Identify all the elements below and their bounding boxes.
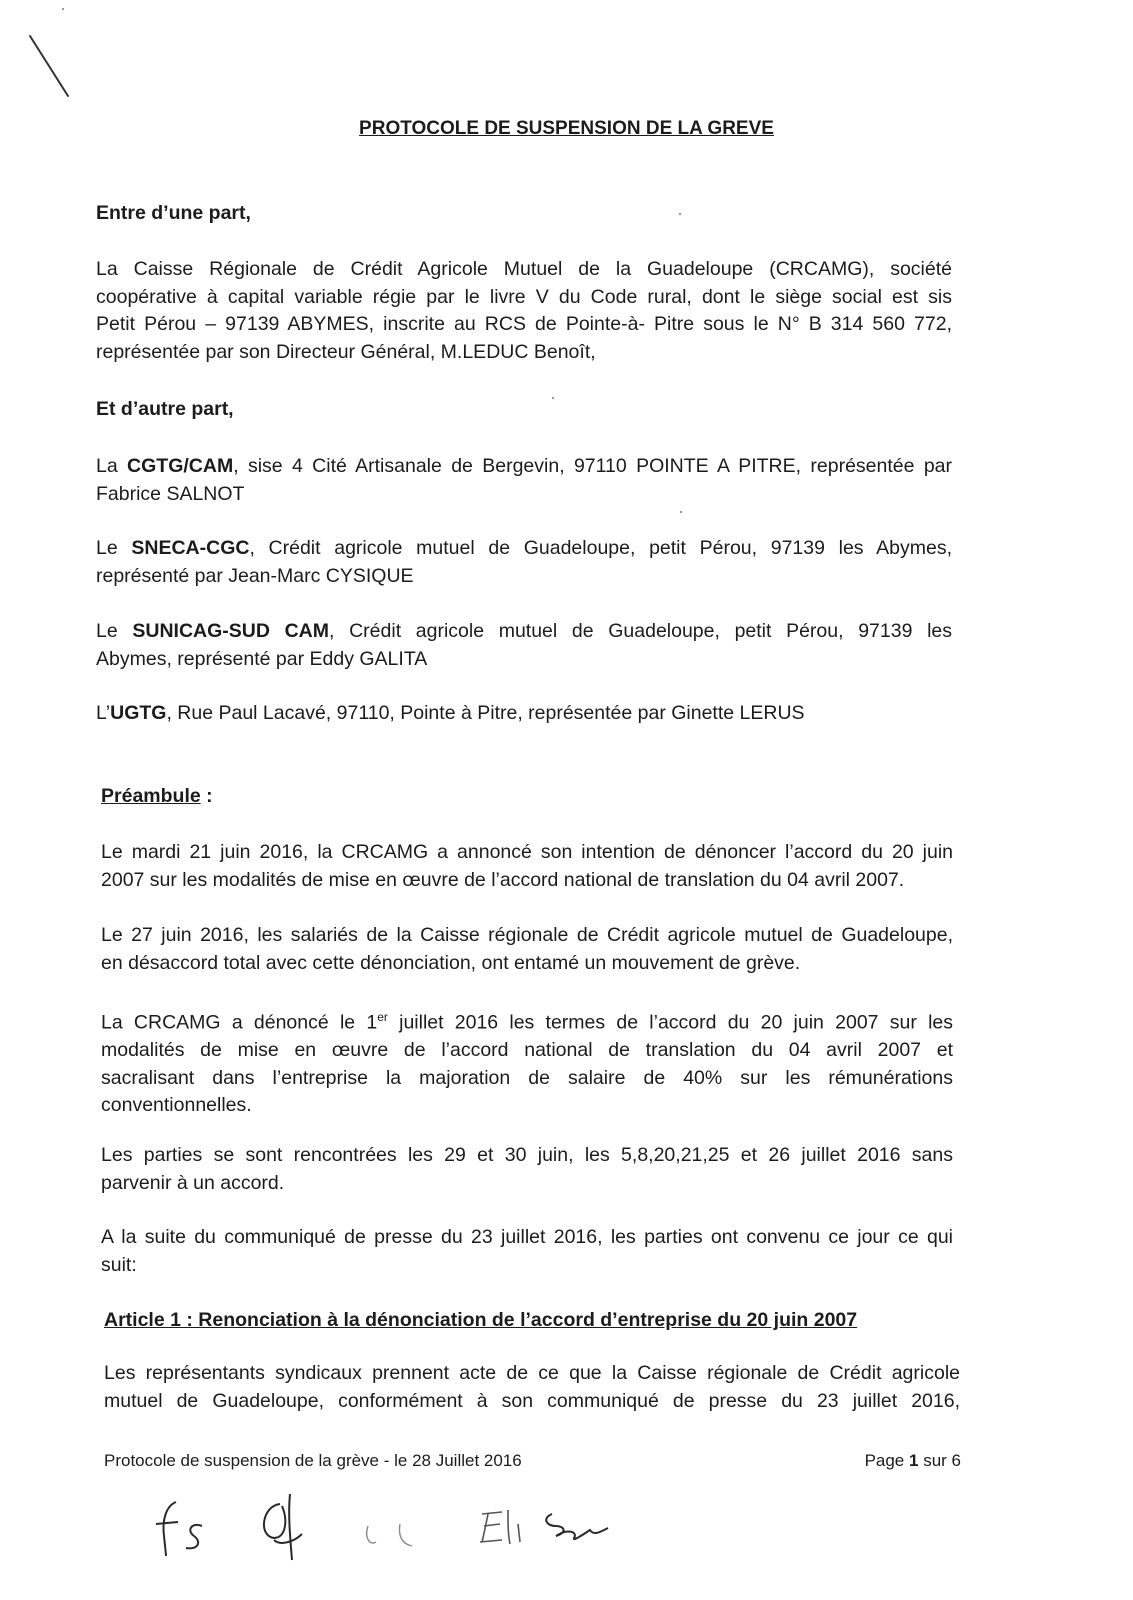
paragraph-line: conventionnelles. — [101, 1094, 252, 1116]
preamble-paragraph-3 — [101, 1004, 953, 1120]
paragraph-line: Le mardi 21 juin 2016, la CRCAMG a annoncé son intention de dénoncer l’accord du 20 juin — [101, 841, 953, 863]
paragraph-line: suit: — [101, 1253, 137, 1276]
signature-initials-5 — [538, 1506, 612, 1548]
scan-speck — [680, 511, 682, 513]
paragraph-line: Le 27 juin 2016, les salariés de la Caisse régionale de Crédit agricole mutuel de Guadeloupe, — [101, 924, 953, 946]
scan-speck — [679, 213, 681, 215]
union-line-1: L’UGTG, Rue Paul Lacavé, 97110, Pointe à Pitre, représentée par Ginette LERUS — [96, 702, 805, 724]
preamble-paragraph-2 — [101, 922, 953, 977]
union-entry-cgtg — [96, 453, 952, 508]
crcamg-line: représentée par son Directeur Général, M.LEDUC Benoît, — [96, 340, 596, 363]
footer-document-label: Protocole de suspension de la grève - le 28 Juillet 2016 — [104, 1451, 522, 1470]
union-line-1: Le SNECA-CGC, Crédit agricole mutuel de Guadeloupe, petit Pérou, 97139 les Abymes, — [96, 537, 952, 559]
preamble-paragraph-4 — [101, 1142, 953, 1197]
document-title: PROTOCOLE DE SUSPENSION DE LA GREVE — [359, 118, 774, 139]
paragraph-line: en désaccord total avec cette dénonciation, ont entamé un mouvement de grève. — [101, 951, 801, 974]
union-line-2: Abymes, représenté par Eddy GALITA — [96, 647, 428, 670]
footer-page-number: Page 1 sur 6 — [864, 1451, 961, 1470]
paragraph-line: Les représentants syndicaux prennent acte de ce que la Caisse régionale de Crédit agricole — [104, 1362, 960, 1384]
signature-initials-3 — [362, 1512, 432, 1558]
preamble-heading: Préambule : — [101, 785, 213, 807]
paragraph-line: 2007 sur les modalités de mise en œuvre de l’accord national de translation du 04 avril 2007. — [101, 868, 905, 891]
paragraph-line: sacralisant dans l’entreprise la majoration de salaire de 40% sur les rémunérations — [101, 1066, 953, 1089]
union-entry-sunicag — [96, 618, 952, 673]
article-1-heading: Article 1 : Renonciation à la dénonciation de l’accord d’entreprise du 20 juin 2007 — [104, 1309, 858, 1331]
paragraph-line: mutuel de Guadeloupe, conformément à son communiqué de presse du 23 juillet 2016, — [104, 1389, 960, 1412]
paragraph-line: modalités de mise en œuvre de l’accord national de translation du 04 avril 2007 et — [101, 1039, 953, 1061]
scan-speck — [62, 8, 64, 10]
signature-initials-4 — [474, 1504, 534, 1560]
union-name: UGTG — [110, 702, 167, 724]
paragraph-line: A la suite du communiqué de presse du 23 juillet 2016, les parties ont convenu ce jour ce qui — [101, 1226, 953, 1248]
crcamg-line: Petit Pérou – 97139 ABYMES, inscrite au RCS de Pointe-à- Pitre sous le N° B 314 560 772, — [96, 313, 952, 335]
union-line-1: La CGTG/CAM, sise 4 Cité Artisanale de Bergevin, 97110 POINTE A PITRE, représentée par — [96, 455, 953, 477]
union-entry-ugtg — [96, 700, 952, 728]
party-two-heading: Et d’autre part, — [96, 398, 234, 420]
preamble-paragraph-5 — [101, 1224, 953, 1279]
union-name: SUNICAG-SUD CAM — [132, 620, 330, 642]
paragraph-line: parvenir à un accord. — [101, 1171, 285, 1194]
article-1-paragraph — [104, 1360, 960, 1415]
party-one-heading: Entre d’une part, — [96, 202, 251, 224]
union-line-1: Le SUNICAG-SUD CAM, Crédit agricole mutuel de Guadeloupe, petit Pérou, 97139 les — [96, 620, 953, 642]
corner-pen-stroke — [24, 30, 74, 102]
union-line-2: Fabrice SALNOT — [96, 482, 245, 505]
union-entry-sneca — [96, 535, 952, 590]
union-name: SNECA-CGC — [131, 537, 250, 559]
paragraph-line: Les parties se sont rencontrées les 29 et 30 juin, les 5,8,20,21,25 et 26 juillet 2016 sans — [101, 1144, 953, 1166]
signature-initials-2 — [250, 1490, 310, 1566]
crcamg-line: coopérative à capital variable régie par le livre V du Code rural, dont le siège social est sis — [96, 285, 952, 308]
crcamg-line: La Caisse Régionale de Crédit Agricole Mutuel de la Guadeloupe (CRCAMG), société — [96, 258, 952, 280]
union-line-2: représenté par Jean-Marc CYSIQUE — [96, 564, 414, 587]
union-name: CGTG/CAM — [127, 455, 234, 477]
crcamg-paragraph — [96, 256, 952, 366]
paragraph-line: La CRCAMG a dénoncé le 1er juillet 2016 les termes de l’accord du 20 juin 2007 sur les — [101, 1010, 953, 1034]
scan-speck — [552, 397, 554, 399]
signature-initials-1 — [146, 1496, 216, 1560]
preamble-paragraph-1 — [101, 839, 953, 894]
